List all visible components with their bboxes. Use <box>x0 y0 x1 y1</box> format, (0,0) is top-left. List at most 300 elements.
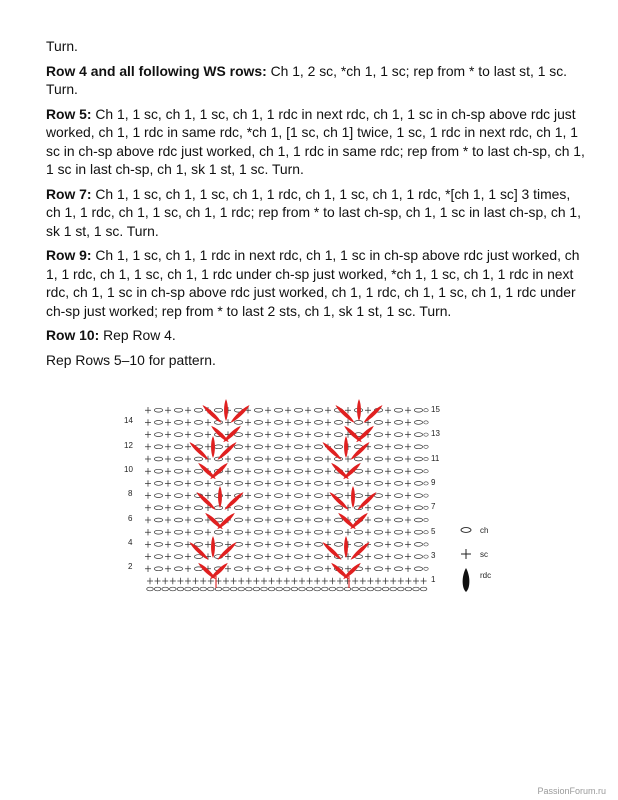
sc-stitch <box>365 407 371 413</box>
chain-stitch <box>414 469 422 473</box>
row-number-15: 15 <box>431 405 440 414</box>
rdc-stitch <box>357 399 361 421</box>
chain-stitch <box>394 482 402 486</box>
sc-stitch <box>305 566 311 572</box>
chain-stitch <box>274 408 282 412</box>
chain-stitch <box>374 421 382 425</box>
chain-stitch <box>194 421 202 425</box>
sc-stitch <box>265 419 271 425</box>
sc-stitch <box>305 456 311 462</box>
rdc-stitch <box>330 561 350 580</box>
sc-stitch <box>205 419 211 425</box>
chain-stitch <box>174 421 182 425</box>
sc-stitch <box>205 529 211 535</box>
rdc-stitch <box>211 436 215 458</box>
chain-stitch <box>314 530 322 534</box>
chart-legend <box>461 526 491 592</box>
chain-stitch <box>334 518 342 522</box>
sc-stitch <box>185 444 191 450</box>
row-label: Row 4 and all following WS rows: <box>46 62 267 79</box>
chain-stitch <box>274 421 282 425</box>
chain-stitch <box>334 506 342 510</box>
sc-stitch <box>185 553 191 559</box>
chain-stitch <box>414 457 422 461</box>
chain-stitch <box>299 587 306 591</box>
chain-stitch <box>334 421 342 425</box>
row-number-5: 5 <box>431 527 436 536</box>
sc-stitch <box>185 578 191 584</box>
repeat-note: Rep Rows 5–10 for pattern. <box>46 351 216 368</box>
sc-stitch <box>325 553 331 559</box>
chain-stitch <box>314 445 322 449</box>
rdc-stitch <box>222 424 242 443</box>
sc-stitch <box>385 407 391 413</box>
sc-stitch <box>365 505 371 511</box>
chain-stitch <box>254 457 262 461</box>
sc-stitch <box>314 578 320 584</box>
chain-stitch <box>314 433 322 437</box>
rdc-stitch <box>349 441 371 462</box>
sc-stitch <box>185 505 191 511</box>
sc-stitch <box>385 456 391 462</box>
chain-stitch <box>374 530 382 534</box>
sc-stitch <box>145 431 151 437</box>
sc-stitch <box>405 578 411 584</box>
chain-stitch <box>394 530 402 534</box>
sc-stitch <box>305 492 311 498</box>
chain-stitch <box>274 433 282 437</box>
chain-stitch <box>254 567 262 571</box>
chain-stitch <box>424 421 428 424</box>
sc-stitch <box>165 566 171 572</box>
chain-stitch <box>314 543 322 547</box>
chain-stitch <box>424 506 428 509</box>
sc-stitch <box>284 578 290 584</box>
chain-stitch <box>291 587 298 591</box>
chain-stitch <box>274 518 282 522</box>
chain-stitch <box>374 543 382 547</box>
chain-stitch <box>374 555 382 559</box>
chain-stitch <box>334 543 342 547</box>
sc-stitch <box>245 431 251 437</box>
sc-stitch <box>405 541 411 547</box>
chain-stitch <box>268 587 275 591</box>
sc-stitch <box>200 578 206 584</box>
chain-stitch <box>276 587 283 591</box>
row-9-instruction <box>46 246 586 320</box>
sc-stitch <box>285 480 291 486</box>
chain-stitch <box>374 457 382 461</box>
sc-stitch <box>345 492 351 498</box>
sc-stitch <box>285 529 291 535</box>
chain-stitch <box>174 433 182 437</box>
sc-stitch <box>155 578 161 584</box>
sc-stitch <box>165 468 171 474</box>
sc-stitch <box>265 492 271 498</box>
chain-stitch <box>414 494 422 498</box>
chain-stitch <box>374 567 382 571</box>
chain-stitch <box>214 445 222 449</box>
sc-stitch <box>245 541 251 547</box>
sc-stitch <box>421 578 427 584</box>
sc-stitch <box>185 431 191 437</box>
sc-stitch <box>185 517 191 523</box>
row-number-2: 2 <box>128 562 133 571</box>
sc-stitch <box>305 444 311 450</box>
sc-stitch <box>405 566 411 572</box>
chain-stitch <box>414 421 422 425</box>
sc-stitch <box>337 578 343 584</box>
chain-stitch <box>414 445 422 449</box>
chain-stitch <box>382 587 389 591</box>
row-number-7: 7 <box>431 502 436 511</box>
sc-stitch <box>305 468 311 474</box>
sc-stitch <box>305 553 311 559</box>
sc-stitch <box>265 480 271 486</box>
sc-stitch <box>305 517 311 523</box>
sc-stitch <box>307 578 313 584</box>
chain-stitch <box>394 469 402 473</box>
chain-stitch <box>174 482 182 486</box>
chain-stitch <box>170 587 177 591</box>
row-10-instruction <box>46 326 586 345</box>
row-label: Row 5: <box>46 105 92 122</box>
chain-stitch <box>314 469 322 473</box>
row-number-12: 12 <box>124 441 133 450</box>
sc-stitch <box>145 505 151 511</box>
sc-stitch <box>165 553 171 559</box>
chain-stitch <box>192 587 199 591</box>
rdc-stitch <box>211 536 215 558</box>
chain-stitch <box>294 469 302 473</box>
chain-stitch <box>154 457 162 461</box>
chain-stitch <box>174 567 182 571</box>
sc-stitch <box>165 431 171 437</box>
chain-stitch <box>154 421 162 425</box>
sc-stitch <box>365 468 371 474</box>
chain-stitch <box>344 587 351 591</box>
rdc-stitch <box>321 541 343 562</box>
chain-stitch <box>274 567 282 571</box>
sc-stitch <box>225 468 231 474</box>
sc-stitch <box>223 578 229 584</box>
chain-stitch <box>174 494 182 498</box>
chain-stitch <box>234 506 242 510</box>
sc-stitch <box>165 541 171 547</box>
chain-stitch <box>360 587 367 591</box>
ch-legend-symbol <box>461 528 471 533</box>
row-number-10: 10 <box>124 465 133 474</box>
chain-stitch <box>424 445 428 448</box>
chain-stitch <box>194 482 202 486</box>
sc-legend-symbol <box>461 549 471 559</box>
chain-stitch <box>234 555 242 559</box>
chain-stitch <box>194 469 202 473</box>
rdc-legend-symbol <box>463 568 470 592</box>
rdc-stitch <box>201 404 223 425</box>
sc-stitch <box>325 419 331 425</box>
sc-stitch <box>345 529 351 535</box>
sc-stitch <box>185 529 191 535</box>
sc-stitch <box>405 419 411 425</box>
chain-stitch <box>230 587 237 591</box>
chain-stitch <box>174 408 182 412</box>
watermark: PassionForum.ru <box>537 786 606 796</box>
chain-stitch <box>314 518 322 522</box>
chain-stitch <box>294 408 302 412</box>
sc-stitch <box>360 578 366 584</box>
chain-stitch <box>314 457 322 461</box>
sc-stitch <box>385 541 391 547</box>
rdc-stitch <box>362 404 384 425</box>
sc-stitch <box>145 468 151 474</box>
sc-stitch <box>185 419 191 425</box>
chain-stitch <box>413 587 420 591</box>
chain-stitch <box>294 543 302 547</box>
sc-stitch <box>165 505 171 511</box>
chain-stitch <box>154 587 161 591</box>
sc-stitch <box>405 492 411 498</box>
sc-stitch <box>385 517 391 523</box>
sc-stitch <box>177 578 183 584</box>
sc-stitch <box>285 407 291 413</box>
sc-stitch <box>385 468 391 474</box>
row-label: Row 10: <box>46 327 100 343</box>
sc-stitch <box>385 553 391 559</box>
chain-stitch <box>234 567 242 571</box>
chain-stitch <box>185 587 192 591</box>
chain-stitch <box>414 543 422 547</box>
sc-stitch <box>285 468 291 474</box>
chain-stitch <box>214 482 222 486</box>
chain-stitch <box>154 543 162 547</box>
rdc-stitch <box>321 441 343 462</box>
rdc-stem <box>216 576 349 588</box>
chain-stitch <box>354 457 362 461</box>
chain-stitch <box>414 482 422 486</box>
row-number-1: 1 <box>431 575 436 584</box>
sc-stitch <box>165 419 171 425</box>
sc-stitch <box>291 578 297 584</box>
chain-stitch <box>154 433 162 437</box>
sc-stitch <box>205 444 211 450</box>
chain-stitch <box>147 587 154 591</box>
sc-stitch <box>265 529 271 535</box>
chain-stitch <box>314 506 322 510</box>
chain-stitch <box>414 506 422 510</box>
chain-stitch <box>274 543 282 547</box>
sc-stitch <box>265 431 271 437</box>
sc-stitch <box>285 505 291 511</box>
sc-stitch <box>162 578 168 584</box>
chain-stitch <box>208 587 215 591</box>
chain-stitch <box>414 408 422 412</box>
sc-stitch <box>405 480 411 486</box>
chain-stitch <box>234 518 242 522</box>
sc-stitch <box>165 517 171 523</box>
sc-stitch <box>305 529 311 535</box>
chain-stitch <box>414 518 422 522</box>
sc-stitch <box>145 566 151 572</box>
sc-stitch <box>245 444 251 450</box>
sc-stitch <box>185 456 191 462</box>
chain-stitch <box>322 587 329 591</box>
sc-stitch <box>325 492 331 498</box>
sc-stitch <box>145 541 151 547</box>
rdc-stitch <box>224 399 228 421</box>
chain-stitch <box>294 457 302 461</box>
sc-stitch <box>145 517 151 523</box>
chain-stitch <box>424 433 428 436</box>
sc-stitch <box>165 492 171 498</box>
sc-stitch <box>375 578 381 584</box>
chain-stitch <box>394 555 402 559</box>
row-number-8: 8 <box>128 489 133 498</box>
row-text: Ch 1, 1 sc, ch 1, 1 rdc in next rdc, ch 1, 1 sc in ch-sp above rdc just worked, ch 1, 1 rdc, ch 1, 1 sc, ch 1, 1 rdc under ch-sp just worked, *ch 1, 1 sc, ch 1, 1 rdc in next rdc, ch 1, 1 sc in ch-sp above rdc just worked, ch 1, 1 rdc, ch 1, 1 sc, ch 1, 1 rdc under ch-sp just worked; rep from * to last 2 sts, ch 1, sk 1 st, 1 sc. Turn. <box>46 247 580 319</box>
chain-stitch <box>254 543 262 547</box>
sc-stitch <box>225 492 231 498</box>
chain-stitch <box>214 506 222 510</box>
crochet-stitch-chart <box>118 396 518 596</box>
rdc-stitch <box>204 511 224 530</box>
chain-stitch <box>261 587 268 591</box>
chain-stitch <box>294 555 302 559</box>
chain-stitch <box>274 530 282 534</box>
sc-stitch <box>285 431 291 437</box>
sc-stitch <box>325 407 331 413</box>
sc-stitch <box>285 566 291 572</box>
chain-stitch <box>405 587 412 591</box>
chain-stitch <box>162 587 169 591</box>
chain-stitch <box>329 587 336 591</box>
chain-stitch <box>294 567 302 571</box>
chain-stitch <box>394 543 402 547</box>
chain-stitch <box>254 445 262 449</box>
chain-stitch <box>354 530 362 534</box>
chain-stitch <box>394 421 402 425</box>
rdc-stitch <box>351 486 355 508</box>
row-number-13: 13 <box>431 429 440 438</box>
rdc-stitch <box>216 511 236 530</box>
chain-stitch <box>274 494 282 498</box>
sc-stitch <box>245 553 251 559</box>
chain-stitch <box>254 408 262 412</box>
rdc-stitch <box>342 461 362 480</box>
chain-stitch <box>294 494 302 498</box>
chain-stitch <box>274 469 282 473</box>
chain-stitch <box>154 482 162 486</box>
chain-stitch <box>294 506 302 510</box>
chain-stitch <box>314 408 322 412</box>
chain-stitch <box>253 587 260 591</box>
pattern-instructions <box>46 37 586 375</box>
sc-stitch <box>405 529 411 535</box>
sc-stitch <box>245 505 251 511</box>
sc-stitch <box>405 444 411 450</box>
row-number-3: 3 <box>431 551 436 560</box>
chain-stitch <box>194 530 202 534</box>
chain-stitch <box>394 506 402 510</box>
chain-stitch <box>154 445 162 449</box>
sc-stitch <box>145 444 151 450</box>
row-number-4: 4 <box>128 538 133 547</box>
sc-stitch <box>325 456 331 462</box>
chain-stitch <box>274 555 282 559</box>
sc-stitch <box>285 492 291 498</box>
chain-stitch <box>274 445 282 449</box>
sc-stitch <box>269 578 275 584</box>
sc-stitch <box>305 407 311 413</box>
sc-stitch <box>193 578 199 584</box>
row-text: Ch 1, 2 sc, *ch 1, 1 sc; rep from * to last st, 1 sc. Turn. <box>46 62 568 97</box>
chain-stitch <box>314 494 322 498</box>
chain-stitch <box>200 587 207 591</box>
sc-stitch <box>367 578 373 584</box>
sc-stitch <box>265 541 271 547</box>
sc-stitch <box>385 444 391 450</box>
row-text: Rep Row 4. <box>103 327 176 343</box>
chain-stitch <box>314 482 322 486</box>
sc-stitch <box>383 578 389 584</box>
chain-stitch <box>414 530 422 534</box>
chain-stitch <box>294 445 302 449</box>
row-number-11: 11 <box>431 454 440 463</box>
sc-stitch <box>265 407 271 413</box>
sc-stitch <box>145 480 151 486</box>
sc-stitch <box>245 419 251 425</box>
sc-stitch <box>405 553 411 559</box>
chain-stitch <box>254 433 262 437</box>
chain-stitch <box>194 408 202 412</box>
sc-stitch <box>365 553 371 559</box>
chain-stitch <box>174 518 182 522</box>
row-4-instruction <box>46 62 586 99</box>
sc-stitch <box>261 578 267 584</box>
sc-stitch <box>405 407 411 413</box>
sc-stitch <box>285 553 291 559</box>
chain-stitch <box>254 530 262 534</box>
chain-stitch <box>274 506 282 510</box>
sc-stitch <box>185 468 191 474</box>
sc-stitch <box>276 578 282 584</box>
stitch-grid <box>145 407 428 591</box>
sc-stitch <box>385 529 391 535</box>
chain-stitch <box>194 433 202 437</box>
chain-stitch <box>154 494 162 498</box>
sc-stitch <box>225 456 231 462</box>
chain-stitch <box>424 543 428 546</box>
rdc-stitch <box>229 404 251 425</box>
sc-stitch <box>329 578 335 584</box>
sc-stitch <box>345 480 351 486</box>
sc-stitch <box>265 444 271 450</box>
sc-stitch <box>170 578 176 584</box>
sc-stitch <box>265 468 271 474</box>
chain-stitch <box>294 518 302 522</box>
sc-stitch <box>385 419 391 425</box>
sc-stitch <box>405 456 411 462</box>
row-label: Row 9: <box>46 247 92 263</box>
chain-stitch <box>334 482 342 486</box>
chain-stitch <box>174 530 182 534</box>
chain-stitch <box>374 433 382 437</box>
turn-line: Turn. <box>46 38 78 54</box>
sc-stitch <box>205 480 211 486</box>
sc-stitch <box>365 456 371 462</box>
sc-stitch <box>325 505 331 511</box>
chain-stitch <box>354 421 362 425</box>
row-5-instruction <box>46 105 586 179</box>
